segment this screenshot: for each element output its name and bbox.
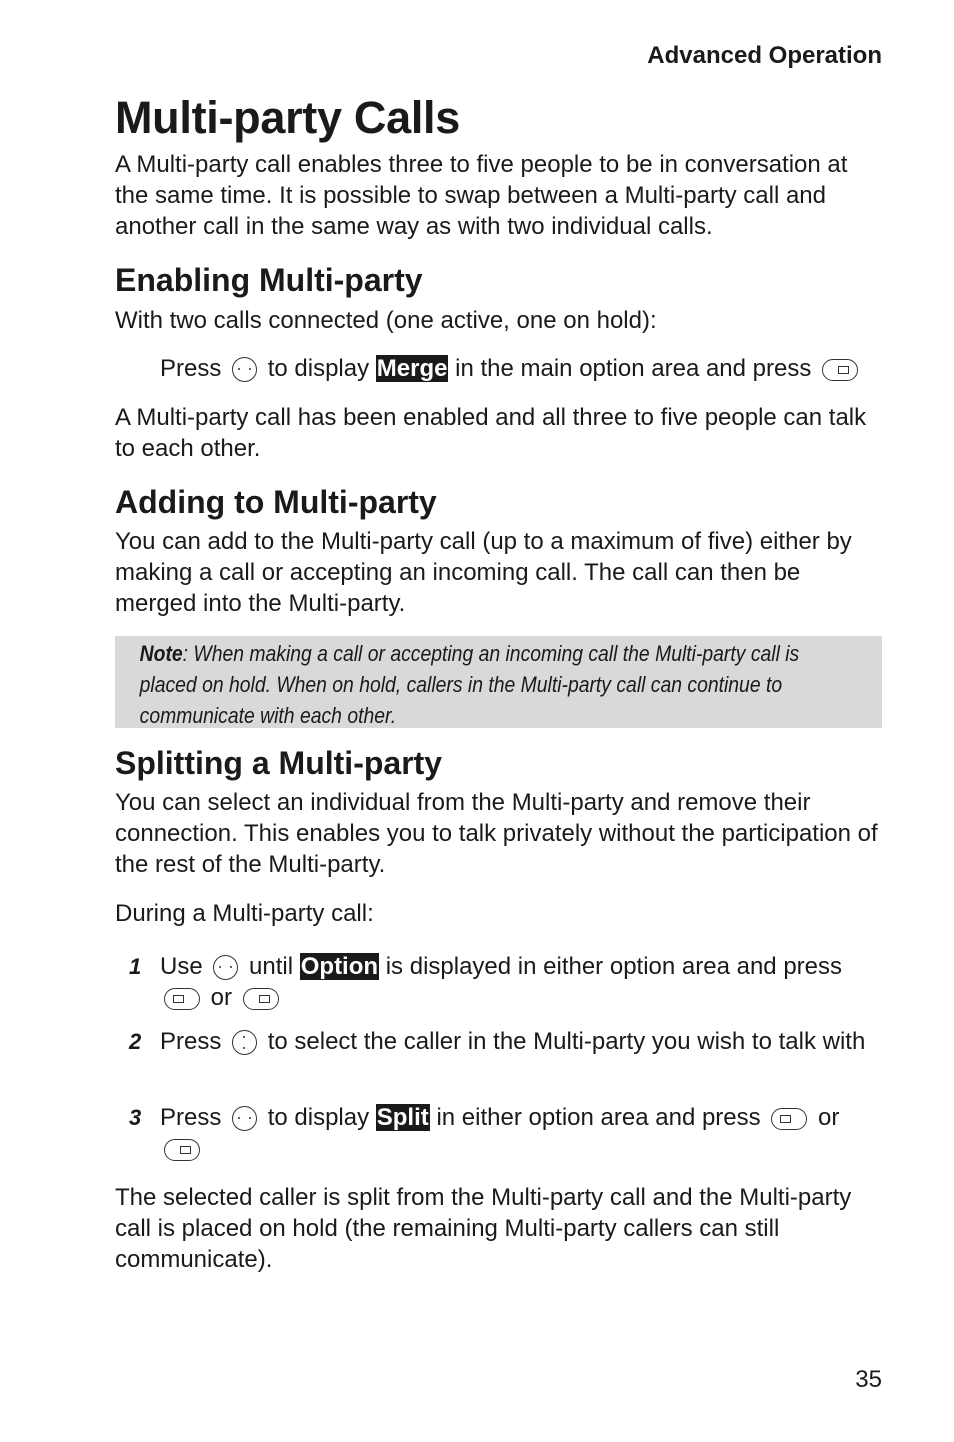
option-label: Option [300,953,379,980]
step-text [160,1102,885,1164]
step-2-text: to select the caller in the Multi-party you wish to talk with [267,1028,866,1055]
step-3-text: in either option area and press [436,1104,761,1131]
note-text [115,636,874,731]
right-soft-key-icon [822,359,858,381]
step-text [160,951,885,1013]
instruction-press: Press [160,355,222,382]
right-soft-key-icon [164,1139,200,1161]
left-soft-key-icon [771,1108,807,1130]
page-number: 35 [855,1366,882,1393]
step-2-press: Press [160,1028,222,1055]
right-soft-key-icon [243,988,279,1010]
navigation-key-left-right-icon [213,955,238,980]
note-body: : When making a call or accepting an incoming call the Multi-party call is placed on hold. When on hold, callers in the Multi-party call can continue to communicate with each other. [139,641,800,728]
splitting-paragraph: You can select an individual from the Multi-party and remove their connection. This enables you to talk privately without the participation of the rest of the Multi-party. [115,789,878,878]
step-number: 3 [129,1105,142,1130]
note-box [115,636,882,728]
navigation-key-up-down-icon [232,1030,257,1055]
step-1-use: Use [160,953,203,980]
step-1-until: until [249,953,294,980]
adding-paragraph: You can add to the Multi-party call (up to a maximum of five) either by making a call or accepting an incoming call. The call can then be merged into the Multi-party. [115,528,852,617]
page-title: Multi-party Calls [115,92,460,143]
intro-paragraph: A Multi-party call enables three to five people to be in conversation at the same time. It is possible to swap between a Multi-party call and another call in the same way as with two individual calls. [115,151,848,240]
step-number: 1 [129,954,142,979]
splitting-heading: Splitting a Multi-party [115,745,443,781]
merge-option-label: Merge [376,355,448,382]
running-head: Advanced Operation [647,42,882,69]
enabling-heading: Enabling Multi-party [115,262,423,298]
step-1-or: or [210,984,233,1011]
enabling-result: A Multi-party call has been enabled and all three to five people can talk to each other. [115,404,867,462]
step-1-text: is displayed in either option area and press [385,953,842,980]
navigation-key-left-right-icon [232,1106,257,1131]
enabling-lead: With two calls connected (one active, one on hold): [115,307,657,334]
split-option-label: Split [376,1104,429,1131]
adding-heading: Adding to Multi-party [115,484,437,520]
instruction-rest: in the main option area and press [455,355,812,382]
splitting-lead: During a Multi-party call: [115,900,374,927]
step-3-or: or [818,1104,840,1131]
step-3-press: Press [160,1104,222,1131]
left-soft-key-icon [164,988,200,1010]
step-3-to-display: to display [267,1104,370,1131]
note-label: Note [139,641,183,666]
step-number: 2 [129,1029,142,1054]
instruction-to-display: to display [267,355,370,382]
splitting-result: The selected caller is split from the Multi-party call and the Multi-party call is placed on hold (the remaining Multi-party callers can still communicate). [115,1184,852,1273]
navigation-key-left-right-icon [232,357,257,382]
step-text [160,1026,885,1057]
enabling-instruction [160,353,885,384]
